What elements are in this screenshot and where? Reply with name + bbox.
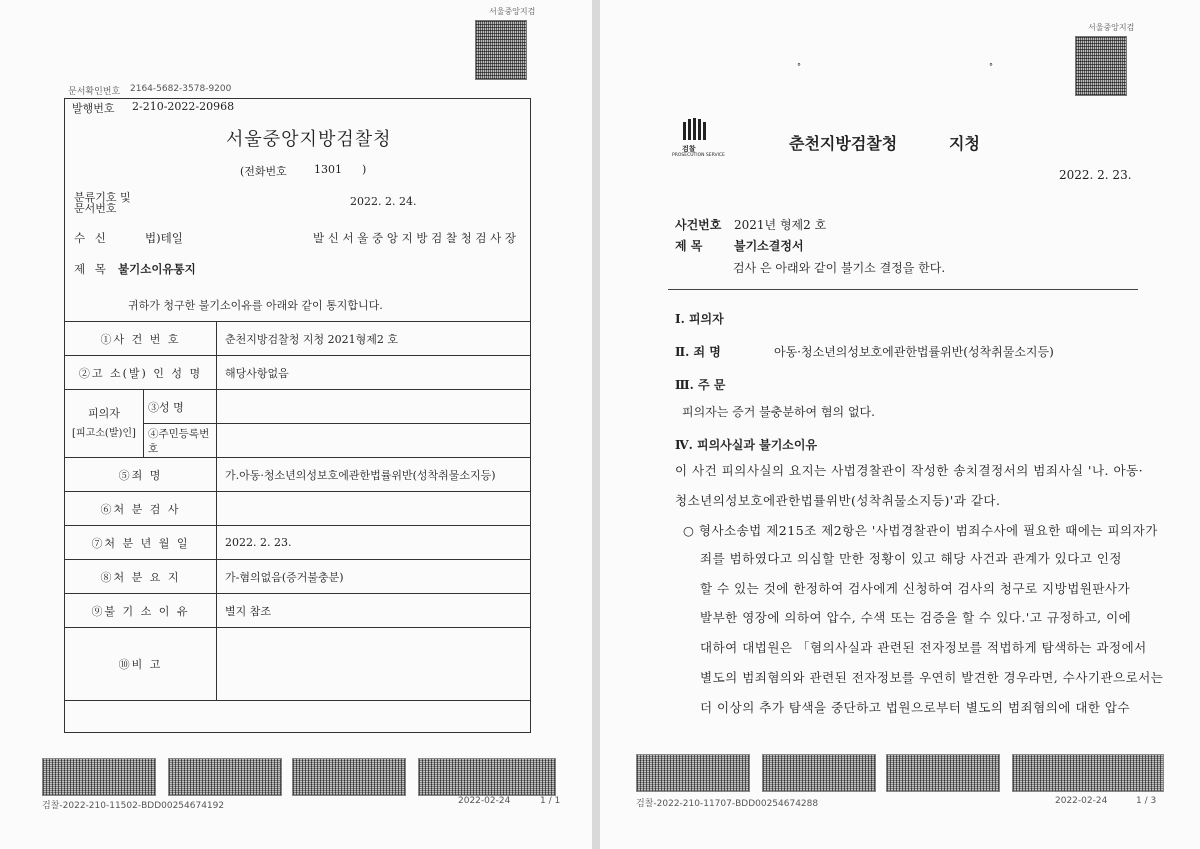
section-charge-value: 아동·청소년의성보호에관한법률위반(성착취물소지등)	[774, 345, 1054, 359]
footer-code: 검찰-2022-210-11707-BDD00254674288	[636, 799, 819, 809]
office-title: 춘천지방검찰청	[789, 134, 898, 153]
intro-text: 귀하가 청구한 불기소이유를 아래와 같이 통지합니다.	[128, 299, 383, 312]
decision-line: 검사 은 아래와 같이 불기소 결정을 한다.	[733, 261, 946, 275]
barcode-1	[42, 758, 156, 796]
table-row	[65, 492, 531, 526]
row-label: ⑧처 분 요 지	[65, 560, 217, 594]
subject-label: 제 목	[675, 239, 703, 253]
row-value: 해당사항없음	[217, 356, 531, 390]
row-value: 춘천지방검찰청 지청 2021형제2 호	[217, 322, 531, 356]
table-row	[65, 594, 531, 628]
reason-line: 발부한 영장에 의하여 압수, 수색 또는 검증을 할 수 있다.'고 규정하고, 이에	[700, 610, 1132, 625]
table-row	[65, 628, 531, 701]
section-reasons: Ⅳ. 피의사실과 불기소이유	[675, 438, 818, 452]
subject-value: 불기소결정서	[734, 239, 804, 253]
branch-title: 지청	[949, 134, 980, 153]
qr-label: 서울중앙지검	[1088, 23, 1135, 32]
right-document-page	[600, 0, 1200, 849]
subject-value: 불기소이유통지	[118, 262, 196, 276]
reason-line: ○ 형사소송법 제215조 제2항은 '사법경찰관이 범죄수사에 필요한 때에는 피의자가	[683, 523, 1158, 538]
reason-line: 별도의 범죄혐의와 관련된 전자정보를 우연히 발견한 경우라면, 수사기관으로서는	[700, 670, 1164, 685]
qr-code	[1075, 36, 1127, 96]
document-date: 2022. 2. 24.	[350, 195, 417, 208]
row-label: ⑩비 고	[65, 628, 217, 701]
case-label: 사건번호	[675, 218, 722, 232]
footer-page: 1 / 3	[1136, 796, 1157, 806]
barcode-4	[1012, 754, 1164, 792]
doc-check-label: 문서확인번호	[68, 87, 121, 97]
barcode-3	[292, 758, 406, 796]
suspect-group-line-1: 피의자	[88, 406, 120, 420]
row-value	[217, 628, 531, 701]
logo-text: 검찰	[682, 145, 696, 153]
decision-date: 2022. 2. 23.	[1059, 168, 1132, 182]
table-row	[65, 390, 531, 424]
phone-close: )	[362, 163, 367, 176]
table-row	[65, 560, 531, 594]
barcode-1	[636, 754, 750, 792]
doc-check-number: 2164-5682-3578-9200	[130, 84, 232, 94]
reason-line: 할 수 있는 것에 한정하여 검사에게 신청하여 검사의 청구로 지방법원판사가	[700, 581, 1131, 596]
recipient-label: 수 신	[74, 231, 109, 245]
barcode-3	[886, 754, 1000, 792]
row-label: ⑨불 기 소 이 유	[65, 594, 217, 628]
case-info-table	[64, 321, 531, 701]
divider	[668, 289, 1138, 290]
section-disposition: Ⅲ. 주 문	[675, 378, 726, 392]
row-value: 가-혐의없음(증거불충분)	[217, 560, 531, 594]
prosecution-logo-icon	[680, 118, 712, 144]
reason-line: 청소년의성보호에관한법률위반(성착취물소지등)'과 같다.	[675, 493, 1001, 508]
footer-page: 1 / 1	[540, 796, 561, 806]
disposition-body: 피의자는 증거 불충분하여 혐의 없다.	[682, 405, 875, 419]
qr-label: 서울중앙지검	[489, 7, 536, 16]
row-label: ②고 소(발) 인 성 명	[65, 356, 217, 390]
section-charge-label: Ⅱ. 죄 명	[675, 345, 721, 359]
qr-code	[475, 20, 527, 80]
row-value: 별지 참조	[217, 594, 531, 628]
recipient-value: 법)테일	[145, 231, 183, 245]
punch-mark: °	[989, 62, 993, 71]
suspect-group-line-2: [피고소(발)인]	[72, 427, 136, 439]
row-label: ⑥처 분 검 사	[65, 492, 217, 526]
punch-mark: °	[797, 62, 801, 71]
footer-date: 2022-02-24	[1055, 796, 1108, 806]
logo-subtext: PROSECUTION SERVICE	[672, 153, 725, 158]
reason-line: 이 사건 피의사실의 요지는 사법경찰관이 작성한 송치결정서의 범죄사실 '나. 아동·	[675, 463, 1144, 478]
table-row	[65, 322, 531, 356]
table-row	[65, 356, 531, 390]
reason-line: 죄를 범하였다고 의심할 만한 정황이 있고 해당 사건과 관계가 있다고 인정	[700, 551, 1122, 566]
barcode-4	[418, 758, 556, 796]
office-title: 서울중앙지방검찰청	[226, 129, 392, 150]
reason-line: 더 이상의 추가 탐색을 중단하고 법원으로부터 별도의 범죄혐의에 대한 압수	[700, 700, 1131, 715]
issue-number: 2-210-2022-20968	[132, 100, 235, 113]
row-label: ⑤죄 명	[65, 458, 217, 492]
reason-line: 대하여 대법원은 「혐의사실과 관련된 전자정보를 적법하게 탐색하는 과정에서	[700, 640, 1147, 655]
table-row	[65, 458, 531, 492]
barcode-2	[762, 754, 876, 792]
rrn-value	[217, 424, 531, 458]
row-value: 가.아동·청소년의성보호에관한법률위반(성착취물소지등)	[217, 458, 531, 492]
suspect-group-label	[65, 390, 144, 458]
sender: 발 신 서 울 중 앙 지 방 검 찰 청 검 사 장	[313, 231, 517, 245]
barcode-2	[168, 758, 282, 796]
subject-label: 제 목	[74, 262, 109, 276]
issue-label: 발행번호	[72, 102, 115, 115]
name-label: ③성 명	[144, 390, 217, 424]
class-label-2: 문서번호	[74, 202, 117, 215]
phone-label: (전화번호	[240, 165, 287, 178]
row-value: 2022. 2. 23.	[217, 526, 531, 560]
case-number: 2021년 형제2 호	[734, 218, 827, 232]
left-document-page	[0, 0, 592, 849]
name-value	[217, 390, 531, 424]
rrn-label: ④주민등록번호	[144, 424, 217, 458]
table-row	[65, 526, 531, 560]
row-value	[217, 492, 531, 526]
row-label: ①사 건 번 호	[65, 322, 217, 356]
phone-number: 1301	[314, 163, 342, 176]
class-label-1: 분류기호 및	[74, 191, 131, 204]
footer-code: 검찰-2022-210-11502-BDD00254674192	[42, 801, 225, 811]
footer-date: 2022-02-24	[458, 796, 511, 806]
row-label: ⑦처 분 년 월 일	[65, 526, 217, 560]
section-suspect: Ⅰ. 피의자	[675, 312, 724, 326]
